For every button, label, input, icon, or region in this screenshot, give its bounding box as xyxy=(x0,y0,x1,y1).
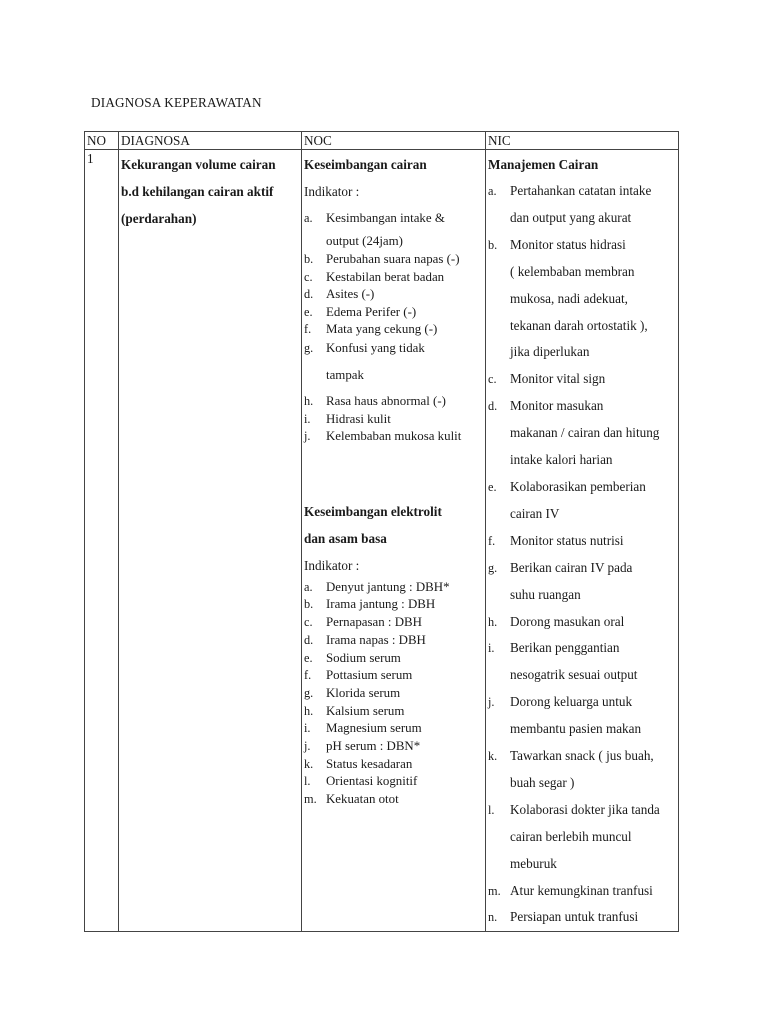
spacer xyxy=(304,446,485,498)
col-header-noc: NOC xyxy=(302,132,486,150)
list-marker: f. xyxy=(304,322,312,337)
list-item xyxy=(304,321,485,339)
list-text: Monitor status nutrisi xyxy=(510,532,624,548)
list-marker: d. xyxy=(304,632,314,647)
cell-no: 1 xyxy=(85,150,119,932)
list-marker: j. xyxy=(488,695,495,710)
list-item xyxy=(304,773,485,791)
list-marker: g. xyxy=(304,340,314,355)
list-item xyxy=(488,635,678,689)
col-header-no: NO xyxy=(85,132,119,150)
list-item xyxy=(304,632,485,650)
list-text: tekanan darah ortostatik ), xyxy=(510,317,648,333)
cell-nic xyxy=(486,150,679,932)
nic-title: Manajemen Cairan xyxy=(488,157,599,172)
list-marker: a. xyxy=(304,211,313,225)
list-item xyxy=(488,393,678,474)
list-text: Klorida serum xyxy=(326,685,401,700)
list-item xyxy=(304,614,485,632)
noc-group2-title-line: dan asam basa xyxy=(304,530,387,546)
list-item xyxy=(488,878,678,905)
list-marker: l. xyxy=(488,802,495,817)
list-marker: h. xyxy=(488,614,498,629)
list-text: Kelembaban mukosa kulit xyxy=(326,429,462,444)
list-text: Pertahankan catatan intake xyxy=(510,183,652,198)
list-marker: l. xyxy=(304,774,311,789)
list-marker: e. xyxy=(488,479,497,494)
list-text: suhu ruangan xyxy=(510,586,581,602)
noc-group2-title xyxy=(304,498,485,552)
list-item xyxy=(304,251,485,269)
list-text: Kalsium serum xyxy=(326,703,405,718)
list-text: Perubahan suara napas (-) xyxy=(326,252,460,266)
list-item xyxy=(304,720,485,738)
list-text: output (24jam) xyxy=(326,234,403,248)
list-item xyxy=(488,609,678,636)
list-item xyxy=(304,650,485,668)
list-item xyxy=(488,689,678,743)
list-marker: d. xyxy=(488,399,498,414)
list-text: membantu pasien makan xyxy=(510,721,642,737)
list-item xyxy=(304,411,485,429)
list-text: pH serum : DBN* xyxy=(326,739,421,754)
list-marker: e. xyxy=(304,304,313,319)
list-marker: c. xyxy=(304,615,313,630)
list-marker: c. xyxy=(304,269,313,284)
list-item xyxy=(304,393,485,411)
list-text: ( kelembaban membran xyxy=(510,263,635,279)
list-text: nesogatrik sesuai output xyxy=(510,667,638,683)
list-marker: a. xyxy=(488,184,497,198)
list-marker: e. xyxy=(304,650,313,665)
list-text: Monitor status hidrasi xyxy=(510,236,626,252)
list-text: Dorong masukan oral xyxy=(510,613,625,629)
list-text: Irama napas : DBH xyxy=(326,632,426,647)
list-marker: a. xyxy=(304,579,313,594)
diagnosa-line: (perdarahan) xyxy=(121,211,197,226)
noc-group2-list xyxy=(304,579,485,809)
col-header-diagnosa: DIAGNOSA xyxy=(119,132,302,150)
list-marker: b. xyxy=(304,597,314,612)
list-marker: g. xyxy=(304,685,314,700)
list-item xyxy=(488,178,678,232)
noc-group2-title-line: Keseimbangan elektrolit xyxy=(304,503,442,519)
list-text: Atur kemungkinan tranfusi xyxy=(510,882,653,898)
list-marker: f. xyxy=(304,668,312,683)
list-text: Kolaborasikan pemberian xyxy=(510,478,646,494)
list-text: Monitor masukan xyxy=(510,398,604,414)
noc-group2-indikator: Indikator : xyxy=(304,557,360,573)
diagnosa-line: b.d kehilangan cairan aktif xyxy=(121,184,274,199)
list-item xyxy=(304,428,485,446)
list-text: Orientasi kognitif xyxy=(326,774,418,789)
list-text: cairan IV xyxy=(510,505,560,521)
list-text: buah segar ) xyxy=(510,774,575,790)
list-text: Edema Perifer (-) xyxy=(326,304,417,319)
list-marker: i. xyxy=(488,641,495,656)
list-text: Tawarkan snack ( jus buah, xyxy=(510,748,654,764)
list-item xyxy=(304,269,485,287)
list-item xyxy=(488,743,678,797)
list-text: Kolaborasi dokter jika tanda xyxy=(510,801,660,817)
list-text: Pottasium serum xyxy=(326,668,413,683)
list-text: jika diperlukan xyxy=(510,344,590,360)
list-marker: g. xyxy=(488,560,498,575)
list-text: tampak xyxy=(326,367,364,382)
list-marker: b. xyxy=(488,237,498,252)
list-text: makanan / cairan dan hitung xyxy=(510,425,660,441)
list-item xyxy=(304,738,485,756)
list-text: Denyut jantung : DBH* xyxy=(326,579,450,594)
list-text: Berikan penggantian xyxy=(510,640,620,656)
list-marker: c. xyxy=(488,372,497,387)
list-text: meburuk xyxy=(510,855,557,871)
list-item xyxy=(488,366,678,393)
list-text: dan output yang akurat xyxy=(510,209,632,225)
list-text: Kestabilan berat badan xyxy=(326,269,445,284)
list-item xyxy=(488,797,678,878)
list-item xyxy=(304,756,485,774)
list-item xyxy=(304,205,485,251)
list-item xyxy=(304,685,485,703)
nursing-care-table xyxy=(84,131,679,932)
list-text: mukosa, nadi adekuat, xyxy=(510,290,628,306)
list-item xyxy=(304,304,485,322)
list-text: Mata yang cekung (-) xyxy=(326,322,438,337)
list-text: Monitor vital sign xyxy=(510,371,606,387)
list-marker: b. xyxy=(304,252,314,266)
list-text: Asites (-) xyxy=(326,287,375,302)
list-text: Status kesadaran xyxy=(326,756,413,771)
list-marker: j. xyxy=(304,739,311,754)
list-marker: k. xyxy=(304,756,314,771)
list-item xyxy=(304,286,485,304)
list-text: Magnesium serum xyxy=(326,721,422,736)
diagnosa-text xyxy=(121,151,301,232)
list-text: Kekuatan otot xyxy=(326,792,399,807)
list-marker: i. xyxy=(304,411,311,426)
list-text: Berikan cairan IV pada xyxy=(510,559,633,575)
cell-noc xyxy=(302,150,486,932)
list-item xyxy=(488,474,678,528)
noc-group1-title: Keseimbangan cairan xyxy=(304,157,427,172)
list-item xyxy=(304,596,485,614)
table-header-row xyxy=(85,132,679,150)
list-text: intake kalori harian xyxy=(510,452,613,468)
list-marker: f. xyxy=(488,533,496,548)
list-text: cairan berlebih muncul xyxy=(510,828,632,844)
list-item xyxy=(488,555,678,609)
list-item xyxy=(304,703,485,721)
list-text: Persiapan untuk tranfusi xyxy=(510,909,639,925)
list-item xyxy=(304,579,485,597)
list-text: Dorong keluarga untuk xyxy=(510,694,633,710)
diagnosa-line: Kekurangan volume cairan xyxy=(121,157,276,172)
list-marker: h. xyxy=(304,703,314,718)
noc-group1-indikator: Indikator : xyxy=(304,184,360,199)
cell-diagnosa xyxy=(119,150,302,932)
list-text: Sodium serum xyxy=(326,650,401,665)
list-item xyxy=(304,339,485,393)
list-marker: n. xyxy=(488,910,498,925)
list-text: Hidrasi kulit xyxy=(326,411,391,426)
list-marker: k. xyxy=(488,749,498,764)
list-marker: m. xyxy=(488,883,501,898)
list-item xyxy=(488,904,678,931)
list-item xyxy=(304,667,485,685)
list-text: Kesimbangan intake & xyxy=(326,211,445,225)
list-text: Konfusi yang tidak xyxy=(326,340,425,355)
table-row xyxy=(85,150,679,932)
list-marker: m. xyxy=(304,792,317,807)
document-title: DIAGNOSA KEPERAWATAN xyxy=(91,95,262,110)
list-item xyxy=(488,232,678,367)
list-marker: j. xyxy=(304,429,311,444)
list-item xyxy=(304,791,485,809)
col-header-nic: NIC xyxy=(486,132,679,150)
list-item xyxy=(488,528,678,555)
list-text: Rasa haus abnormal (-) xyxy=(326,393,446,408)
nic-list xyxy=(488,178,678,931)
list-marker: i. xyxy=(304,721,311,736)
list-marker: h. xyxy=(304,393,314,408)
list-text: Pernapasan : DBH xyxy=(326,615,422,630)
list-marker: d. xyxy=(304,287,314,302)
list-text: Irama jantung : DBH xyxy=(326,597,436,612)
noc-group1-list xyxy=(304,205,485,446)
